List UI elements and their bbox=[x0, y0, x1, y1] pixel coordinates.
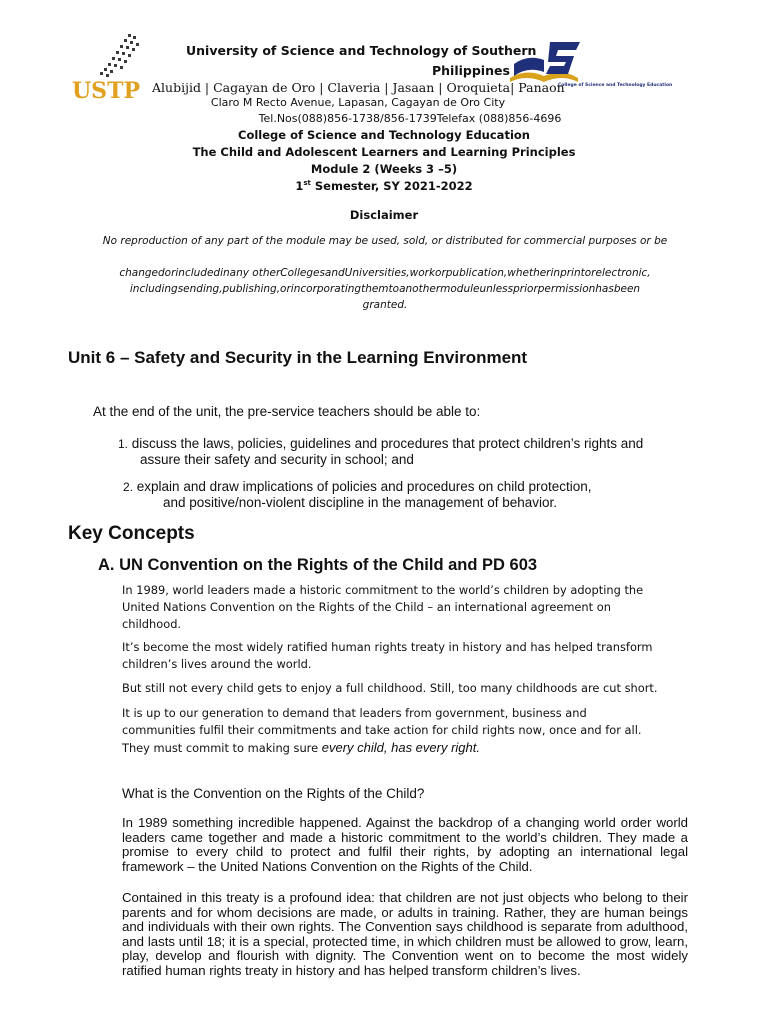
objective-item bbox=[118, 436, 688, 468]
disclaimer-line3: includingsending,publishing,orincorporatingthemtoanothermoduleunlesspriorpermissionhasbeen bbox=[129, 283, 641, 295]
college-name: College of Science and Technology Education bbox=[238, 128, 530, 142]
paragraph: But still not every child gets to enjoy a full childhood. Still, too many childhoods are cut short. bbox=[122, 681, 658, 695]
objective-text: explain and draw implications of policies and procedures on child protection, bbox=[136, 479, 592, 494]
emphasis-text: every child, has every right. bbox=[321, 740, 480, 755]
address-text: Claro M Recto Avenue, Lapasan, Cagayan de Oro City bbox=[210, 96, 506, 109]
paragraph: It’s become the most widely ratified human rights treaty in history and has helped transform children’s lives around the world. bbox=[122, 640, 653, 671]
semester-text: Semester, SY 2021-2022 bbox=[310, 179, 473, 193]
key-concepts-heading: Key Concepts bbox=[68, 523, 195, 544]
campus-list: Alubijid | Cagayan de Oro | Claveria | Jasaan | Oroquieta| Panaon bbox=[152, 80, 565, 95]
objective-number: 1. bbox=[118, 437, 129, 451]
objective-text-cont: assure their safety and security in school; and bbox=[140, 452, 414, 467]
section-a-heading: A. UN Convention on the Rights of the Child and PD 603 bbox=[98, 556, 538, 574]
objective-text: discuss the laws, policies, guidelines and procedures that protect children’s rights and bbox=[131, 436, 644, 451]
paragraph: In 1989, world leaders made a historic commitment to the world’s children by adopting the United Nations Convention on the Rights of the Child – an international agreement on childhood. bbox=[122, 583, 644, 631]
address-line bbox=[0, 96, 768, 109]
semester-line bbox=[0, 179, 768, 193]
telephone-line bbox=[0, 112, 768, 125]
objective-item bbox=[123, 479, 693, 511]
objective-text-cont: and positive/non-violent discipline in the management of behavior. bbox=[163, 495, 557, 510]
university-name-line2: Philippines bbox=[432, 63, 510, 78]
disclaimer-line2: changedorincludedinany otherCollegesandUniversities,workorpublication,whetherinprintorelectronic, bbox=[119, 267, 651, 279]
paragraph-call-to-action bbox=[122, 705, 662, 757]
unit-intro: At the end of the unit, the pre-service teachers should be able to: bbox=[93, 404, 481, 419]
university-name-line1: University of Science and Technology of Southern bbox=[186, 43, 537, 58]
ustp-logo-dots bbox=[100, 34, 139, 77]
ustp-logo-graphic bbox=[70, 30, 150, 102]
answer-paragraph: In 1989 something incredible happened. Against the backdrop of a changing world order world leaders came together and made a historic commitment to the world’s children. They made a promise to every child to protect and fulfil their rights, by adopting an international legal framework – the United Nations Convention on the Rights of the Child. bbox=[122, 815, 688, 874]
cste-s-mark bbox=[546, 42, 580, 74]
disclaimer-title: Disclaimer bbox=[349, 208, 419, 222]
cste-logo-caption: College of Science and Technology Education bbox=[558, 83, 673, 88]
answer-paragraph: Contained in this treaty is a profound idea: that children are not just objects who belong to their parents and for whom decisions are made, or adults in training. Rather, they are human beings and individuals with their own rights. The Convention says childhood is separate from adulthood, and lasts until 18; it is a special, protected time, in which children must be allowed to grow, learn, play, develop and flourish with dignity. The Convention went on to become the most widely ratified human rights treaty in history and has helped transform children’s lives. bbox=[122, 890, 688, 978]
ustp-logo-text: USTP bbox=[72, 78, 140, 104]
disclaimer-line1: No reproduction of any part of the module may be used, sold, or distributed for commercial purposes or be bbox=[102, 235, 668, 247]
objective-number: 2. bbox=[123, 480, 134, 494]
telephone-text: Tel.Nos(088)856-1738/856-1739Telefax (088)856-4696 bbox=[258, 112, 562, 125]
module-title: Module 2 (Weeks 3 –5) bbox=[310, 162, 458, 176]
question-heading: What is the Convention on the Rights of the Child? bbox=[122, 786, 425, 801]
semester-ordinal: st bbox=[303, 179, 311, 188]
disclaimer-line4: granted. bbox=[362, 299, 408, 311]
paragraph-text: It is up to our generation to demand that leaders from government, business and communities fulfil their commitments and take action for child rights now, once and for all. They must commit to making sure bbox=[122, 706, 642, 755]
ustp-logo bbox=[70, 30, 150, 102]
semester-number: 1 bbox=[295, 179, 304, 193]
unit-title: Unit 6 – Safety and Security in the Learning Environment bbox=[68, 348, 528, 367]
course-title: The Child and Adolescent Learners and Learning Principles bbox=[192, 145, 576, 159]
